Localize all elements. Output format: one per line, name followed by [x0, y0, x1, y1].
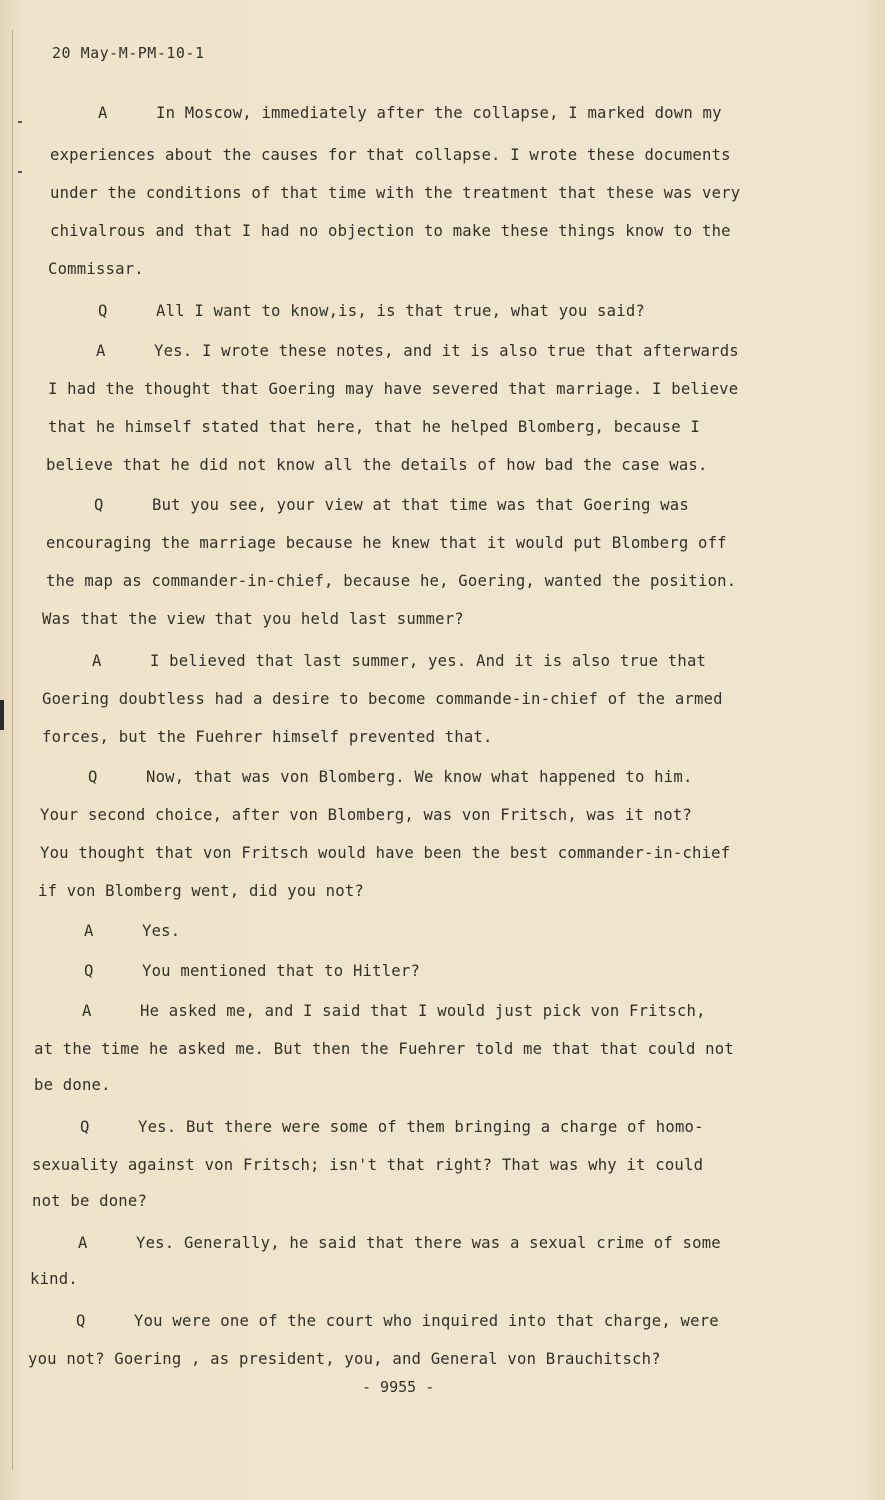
speaker-label: Q	[80, 1118, 90, 1136]
speaker-line	[82, 1002, 706, 1020]
line-text: Yes. I wrote these notes, and it is also true that afterwards	[154, 342, 739, 360]
speaker-line	[84, 922, 180, 940]
line-text: Goering doubtless had a desire to become commande-in-chief of the armed	[42, 690, 723, 708]
speaker-line	[88, 768, 693, 786]
speaker-label: Q	[98, 302, 108, 320]
speaker-line	[78, 1234, 721, 1252]
line-text: Yes.	[142, 922, 181, 940]
page-header: 20 May-M-PM-10-1	[52, 44, 205, 62]
line-text: In Moscow, immediately after the collapse, I marked down my	[156, 104, 722, 122]
line-text: not be done?	[32, 1192, 148, 1210]
speaker-label: A	[82, 1002, 92, 1020]
speaker-line	[98, 302, 645, 320]
line-text: All I want to know,is, is that true, what you said?	[156, 302, 645, 320]
line-text: Was that the view that you held last summer?	[42, 610, 464, 628]
text-line	[42, 610, 464, 628]
text-line	[48, 418, 700, 436]
line-text: sexuality against von Fritsch; isn't that right? That was why it could	[32, 1156, 704, 1174]
speaker-line	[84, 962, 420, 980]
page-number: - 9955 -	[362, 1378, 435, 1396]
text-line	[32, 1192, 147, 1210]
speaker-line	[92, 652, 706, 670]
text-line	[50, 146, 731, 164]
speaker-line	[76, 1312, 719, 1330]
speaker-label: Q	[84, 962, 94, 980]
line-text: Yes. Generally, he said that there was a sexual crime of some	[136, 1234, 721, 1252]
line-text: Now, that was von Blomberg. We know what happened to him.	[146, 768, 693, 786]
speaker-label: A	[92, 652, 102, 670]
line-text: I believed that last summer, yes. And it is also true that	[150, 652, 707, 670]
text-line	[50, 184, 740, 202]
text-line	[34, 1076, 111, 1094]
speaker-line	[98, 104, 722, 122]
line-text: But you see, your view at that time was that Goering was	[152, 496, 689, 514]
line-text: experiences about the causes for that collapse. I wrote these documents	[50, 146, 731, 164]
line-text: I had the thought that Goering may have severed that marriage. I believe	[48, 380, 739, 398]
line-text: He asked me, and I said that I would just pick von Fritsch,	[140, 1002, 706, 1020]
line-text: you not? Goering , as president, you, and General von Brauchitsch?	[28, 1350, 661, 1368]
text-line	[48, 260, 144, 278]
text-line	[42, 690, 723, 708]
line-text: encouraging the marriage because he knew that it would put Blomberg off	[46, 534, 727, 552]
speaker-line	[80, 1118, 704, 1136]
text-line	[30, 1270, 78, 1288]
text-line	[38, 882, 364, 900]
line-text: if von Blomberg went, did you not?	[38, 882, 364, 900]
text-line	[50, 222, 731, 240]
line-text: kind.	[30, 1270, 78, 1288]
line-text: believe that he did not know all the details of how bad the case was.	[46, 456, 708, 474]
speaker-label: A	[96, 342, 106, 360]
speaker-label: A	[78, 1234, 88, 1252]
text-line	[46, 572, 736, 590]
line-text: Yes. But there were some of them bringing a charge of homo-	[138, 1118, 704, 1136]
speaker-label: Q	[94, 496, 104, 514]
line-text: You mentioned that to Hitler?	[142, 962, 421, 980]
line-text: at the time he asked me. But then the Fuehrer told me that that could not	[34, 1040, 734, 1058]
text-line	[32, 1156, 703, 1174]
speaker-label: Q	[76, 1312, 86, 1330]
text-line	[34, 1040, 734, 1058]
line-text: that he himself stated that here, that he helped Blomberg, because I	[48, 418, 700, 436]
line-text: under the conditions of that time with the treatment that these was very	[50, 184, 741, 202]
line-text: chivalrous and that I had no objection to make these things know to the	[50, 222, 731, 240]
line-text: Commissar.	[48, 260, 144, 278]
line-text: the map as commander-in-chief, because he, Goering, wanted the position.	[46, 572, 737, 590]
speaker-line	[94, 496, 689, 514]
text-line	[46, 456, 708, 474]
line-text: forces, but the Fuehrer himself prevented that.	[42, 728, 493, 746]
line-text: You thought that von Fritsch would have been the best commander-in-chief	[40, 844, 731, 862]
text-line	[28, 1350, 661, 1368]
line-text: be done.	[34, 1076, 111, 1094]
line-text: You were one of the court who inquired into that charge, were	[134, 1312, 719, 1330]
speaker-label: A	[98, 104, 108, 122]
speaker-line	[96, 342, 739, 360]
text-line	[40, 806, 692, 824]
text-line	[48, 380, 738, 398]
speaker-label: Q	[88, 768, 98, 786]
speaker-label: A	[84, 922, 94, 940]
text-line	[46, 534, 727, 552]
line-text: Your second choice, after von Blomberg, was von Fritsch, was it not?	[40, 806, 692, 824]
text-line	[40, 844, 730, 862]
text-line	[42, 728, 493, 746]
